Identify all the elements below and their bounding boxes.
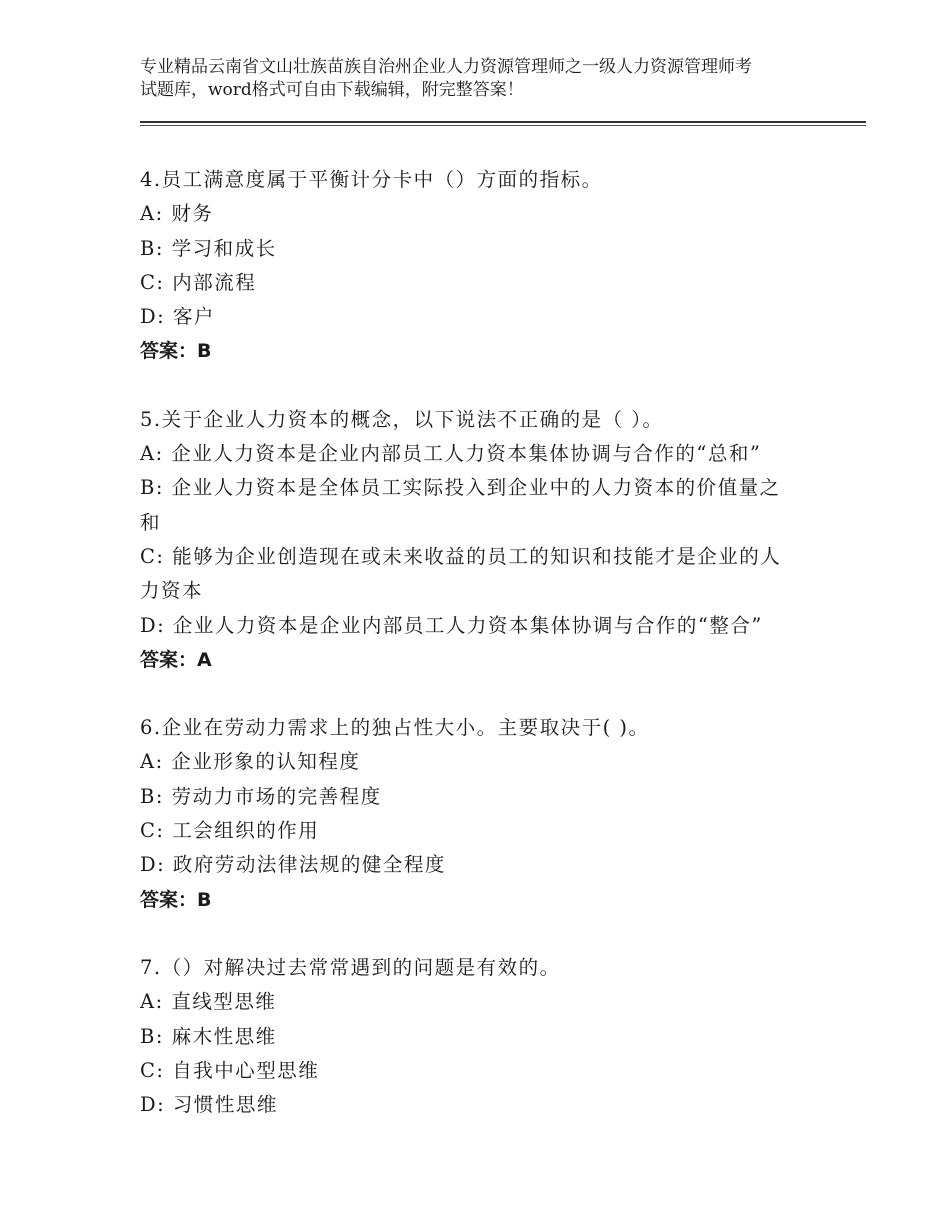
answer-option: C: 工会组织的作用 xyxy=(140,819,320,843)
answer-option: C: 能够为企业创造现在或未来收益的员工的知识和技能才是企业的人 xyxy=(140,544,782,568)
answer-option: C: 自我中心型思维 xyxy=(140,1058,320,1082)
question-block xyxy=(140,403,840,677)
answer-option: B: 企业人力资本是全体员工实际投入到企业中的人力资本的价值量之 xyxy=(140,476,781,500)
question-stem: 6.企业在劳动力需求上的独占性大小。主要取决于( )。 xyxy=(140,716,650,740)
header-title-line-1: 专业精品云南省文山壮族苗族自治州企业人力资源管理师之一级人力资源管理师考 xyxy=(140,57,752,77)
answer-option: 力资本 xyxy=(140,579,204,603)
answer-key: 答案：A xyxy=(140,648,212,671)
answer-option: C: 内部流程 xyxy=(140,270,257,294)
answer-option: A: 企业形象的认知程度 xyxy=(140,750,361,774)
answer-key: 答案：B xyxy=(140,340,212,363)
answer-option: D: 政府劳动法律法规的健全程度 xyxy=(140,853,446,877)
question-block xyxy=(140,951,840,1122)
answer-option: B: 麻木性思维 xyxy=(140,1024,277,1048)
document-header xyxy=(140,56,830,102)
answer-option: D: 习惯性思维 xyxy=(140,1093,278,1117)
answer-option: A: 企业人力资本是企业内部员工人力资本集体协调与合作的“总和” xyxy=(140,442,762,466)
answer-option: D: 客户 xyxy=(140,305,215,329)
answer-option: 和 xyxy=(140,510,162,534)
header-title-line-2: 试题库，word格式可自由下载编辑，附完整答案！ xyxy=(140,80,524,100)
question-list xyxy=(140,163,840,1156)
question-block xyxy=(140,163,840,369)
question-stem: 5.关于企业人力资本的概念，以下说法不正确的是（ ）。 xyxy=(140,407,664,431)
answer-option: B: 劳动力市场的完善程度 xyxy=(140,784,382,808)
answer-option: D: 企业人力资本是企业内部员工人力资本集体协调与合作的“整合” xyxy=(140,613,763,637)
question-stem: 7.（）对解决过去常常遇到的问题是有效的。 xyxy=(140,955,561,979)
question-stem: 4.员工满意度属于平衡计分卡中（）方面的指标。 xyxy=(140,168,603,191)
header-divider-thick xyxy=(140,121,866,123)
answer-key: 答案：B xyxy=(140,888,212,911)
answer-option: A: 直线型思维 xyxy=(140,990,277,1014)
answer-option: B: 学习和成长 xyxy=(140,236,277,260)
question-block xyxy=(140,711,840,917)
answer-option: A: 财务 xyxy=(140,202,214,226)
header-divider-thin xyxy=(140,125,866,126)
